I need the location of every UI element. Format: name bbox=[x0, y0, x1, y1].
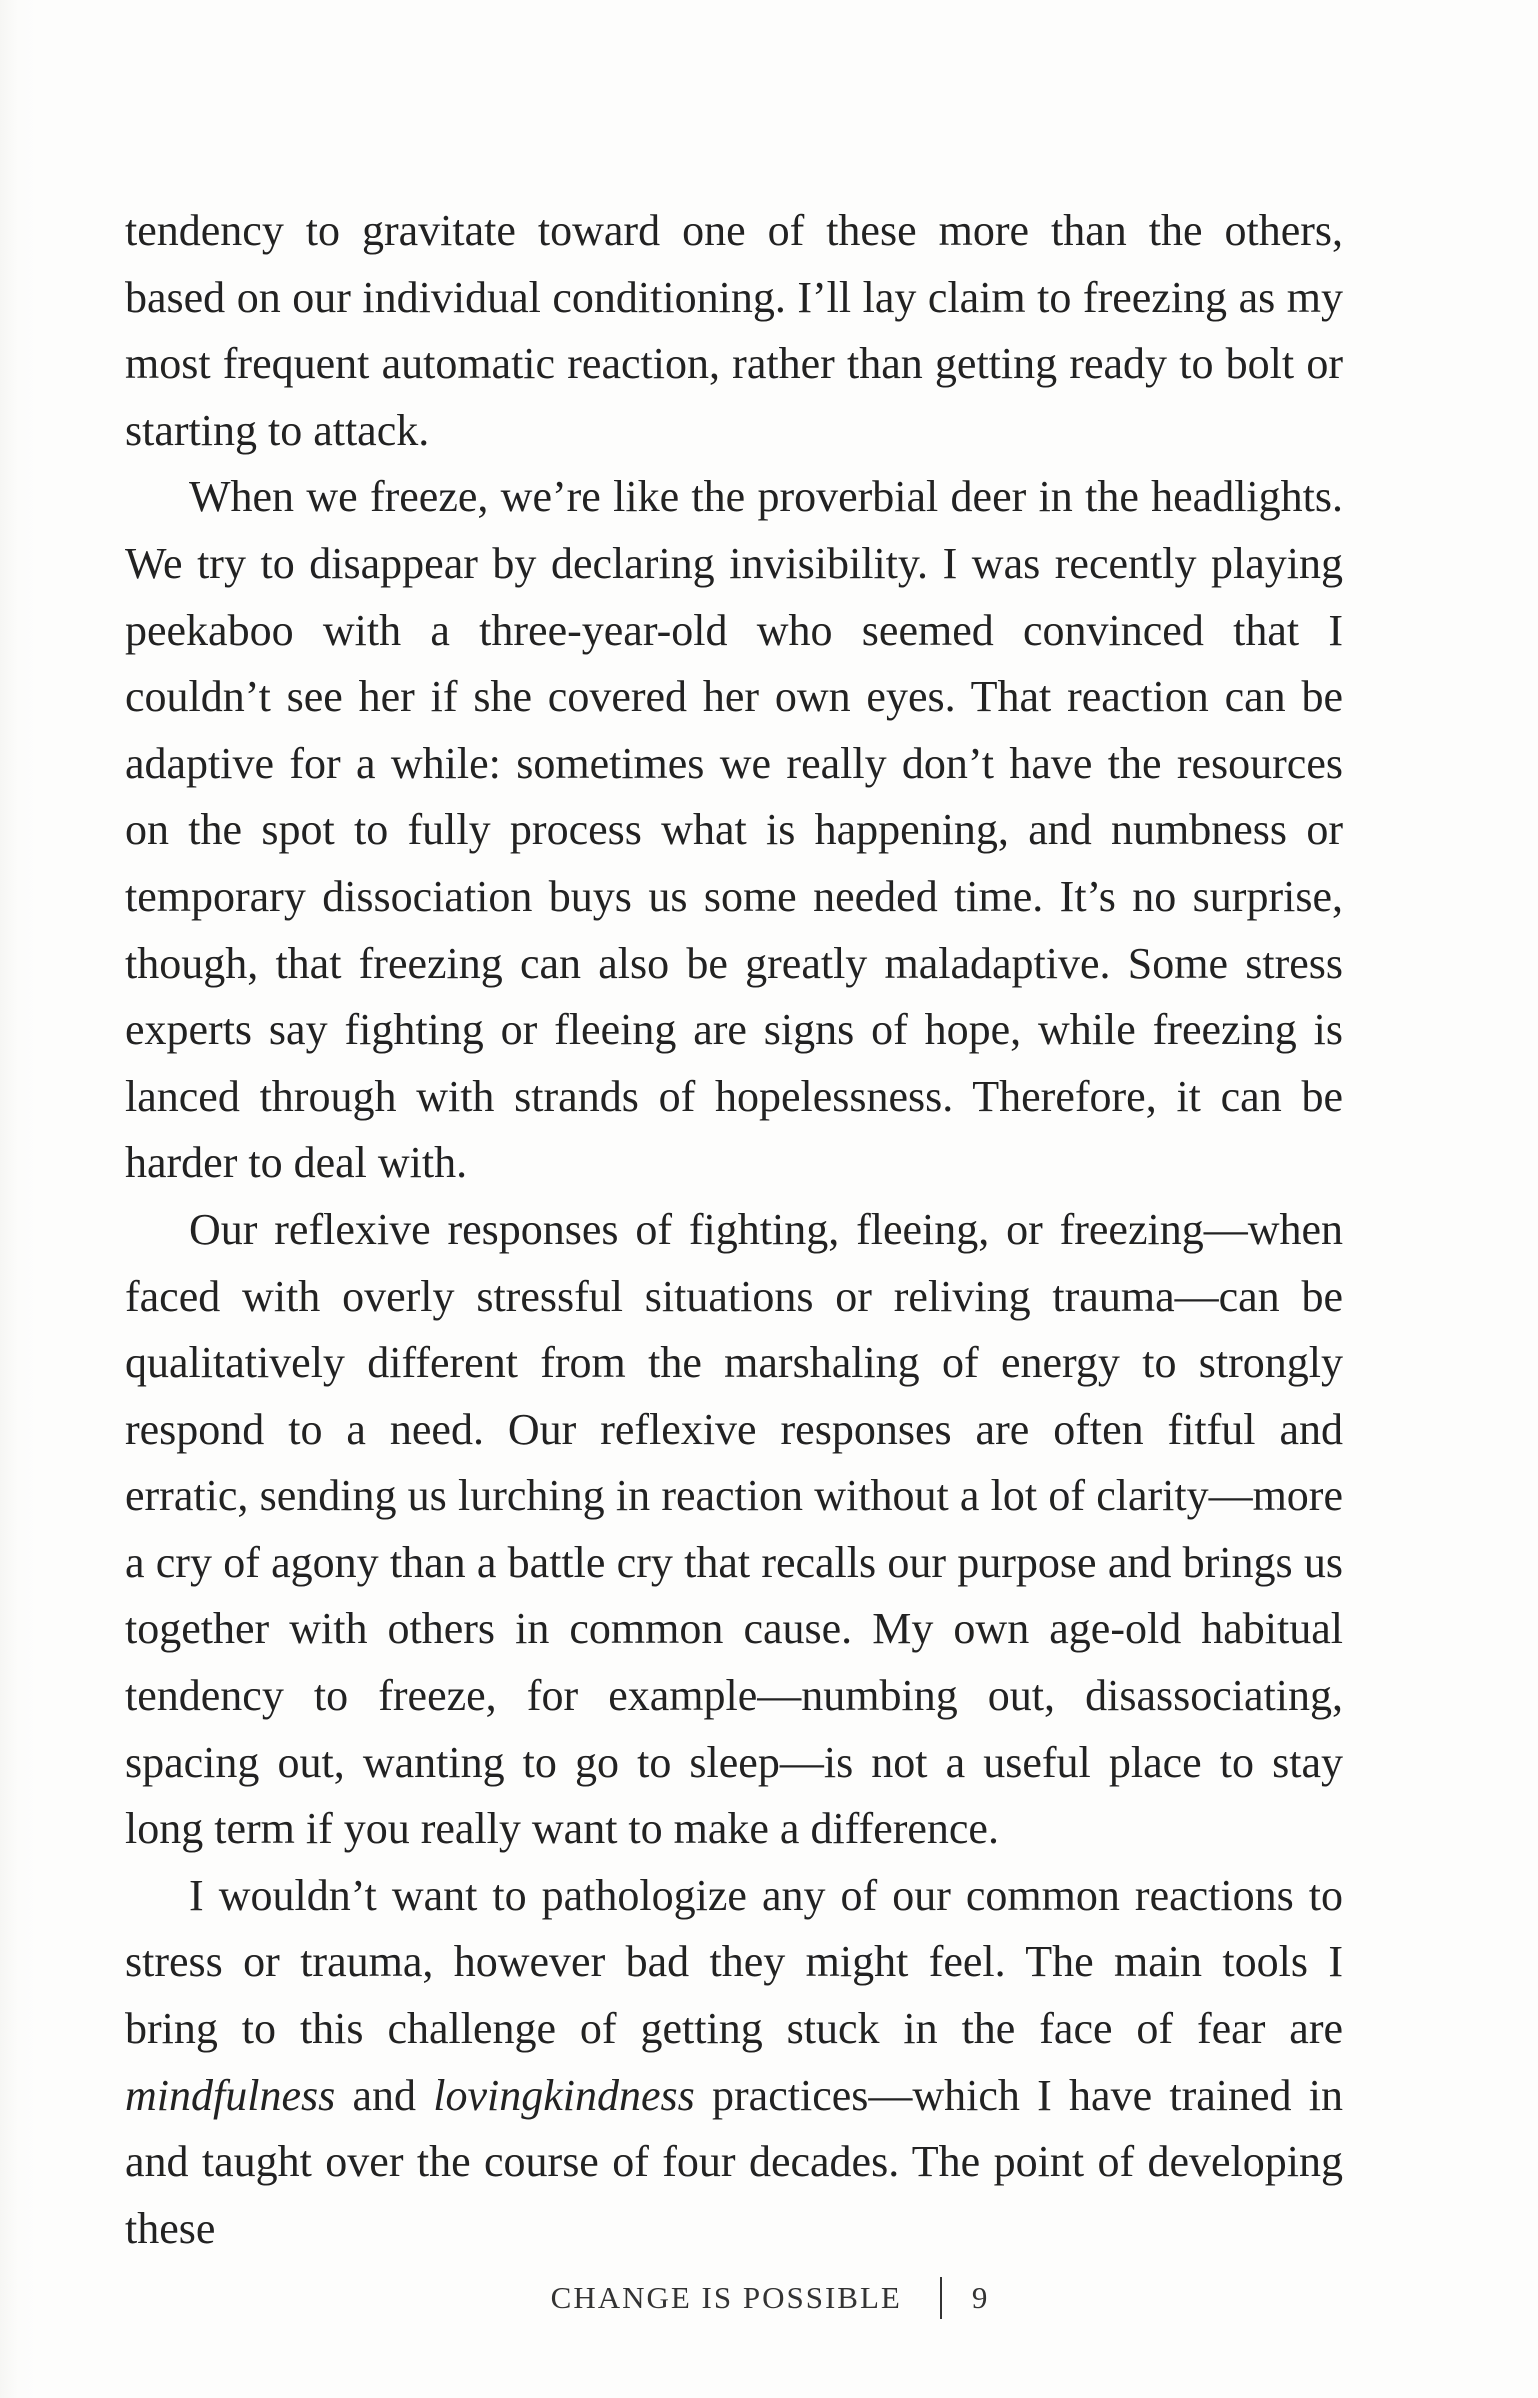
paragraph-4 bbox=[125, 1863, 1343, 2263]
page-number: 9 bbox=[971, 2280, 988, 2315]
footer-divider bbox=[940, 2277, 942, 2319]
paragraph-2: When we freeze, we’re like the proverbial deer in the headlights. We try to disappear by declaring invisibility. I was recently playing peekaboo with a three-year-old who seemed convinced that I couldn’t see her if she covered her own eyes. That reaction can be adaptive for a while: sometimes we really don’t have the resources on the spot to fully process what is happening, and numbness or temporary dissociation buys us some needed time. It’s no surprise, though, that freezing can also be greatly maladaptive. Some stress experts say fighting or fleeing are signs of hope, while freezing is lanced through with strands of hopelessness. Therefore, it can be harder to deal with. bbox=[125, 472, 1343, 1188]
paragraph-1: tendency to gravitate toward one of these more than the others, based on our individual conditioning. I’ll lay claim to freezing as my most frequent automatic reaction, rather than getting ready to bolt or starting to attack. bbox=[125, 206, 1343, 455]
paragraph-4-text-3: practices—which I have trained in and taught over the course of four decades. The point of developing these bbox=[125, 2070, 1343, 2253]
running-title: CHANGE IS POSSIBLE bbox=[550, 2280, 902, 2315]
term-mindfulness: mindfulness bbox=[125, 2070, 336, 2120]
paragraph-4-text-2: and bbox=[335, 2070, 434, 2120]
term-lovingkindness: lovingkindness bbox=[433, 2070, 695, 2120]
paragraph-4-text-1: I wouldn’t want to pathologize any of our common reactions to stress or trauma, however bad they might feel. The main tools I bring to this challenge of getting stuck in the face of fear are bbox=[125, 1870, 1343, 2054]
body-text bbox=[125, 198, 1343, 2262]
paragraph-3: Our reflexive responses of fighting, fleeing, or freezing—when faced with overly stressful situations or reliving trauma—can be qualitatively different from the marshaling of energy to strongly respond to a need. Our reflexive responses are often fitful and erratic, sending us lurching in reaction without a lot of clarity—more a cry of agony than a battle cry that recalls our purpose and brings us together with others in common cause. My own age-old habitual tendency to freeze, for example—numbing out, disassociating, spacing out, wanting to go to sleep—is not a useful place to stay long term if you really want to make a difference. bbox=[125, 1204, 1343, 1854]
page-footer bbox=[0, 2277, 1538, 2319]
